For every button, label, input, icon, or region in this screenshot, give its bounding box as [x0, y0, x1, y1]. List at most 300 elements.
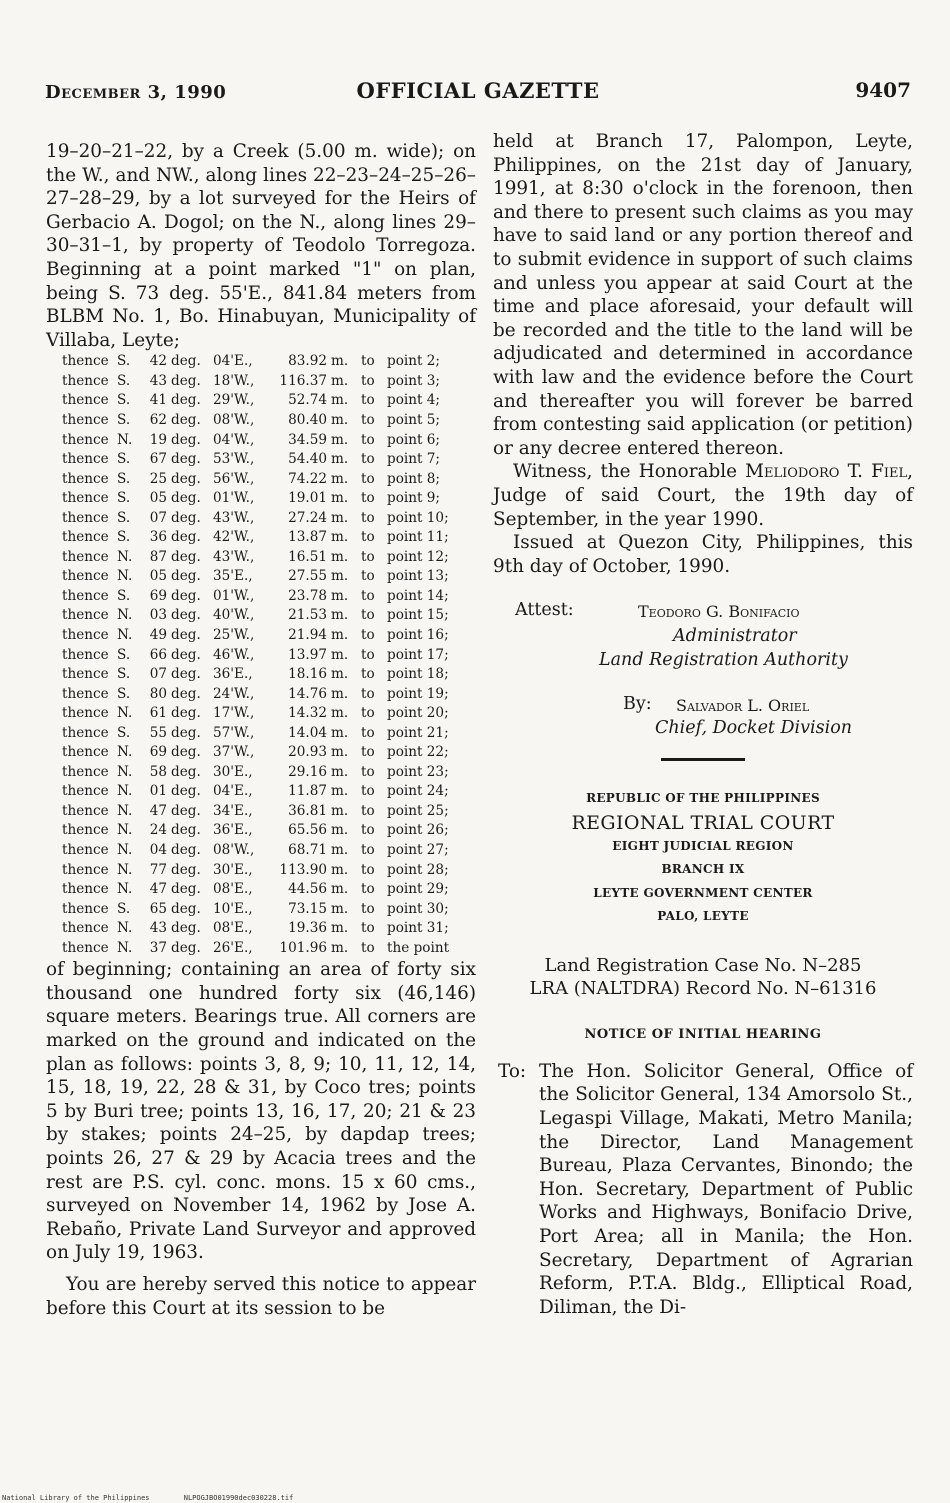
bearing-cell: thence — [62, 411, 109, 428]
bearing-cell: 83.92 — [288, 353, 327, 370]
bearing-cell: deg. — [171, 353, 201, 370]
bearing-list — [62, 352, 476, 958]
bearing-cell: 17'W., — [213, 705, 255, 722]
bearing-cell: m. — [331, 900, 349, 917]
bearing-row — [62, 900, 476, 920]
bearing-cell: the point — [387, 939, 450, 956]
bearing-cell: N. — [117, 822, 133, 839]
bearing-cell: to — [361, 587, 375, 604]
bearing-cell: deg. — [171, 842, 201, 859]
court-center: LEYTE GOVERNMENT CENTER — [593, 885, 813, 900]
bearing-cell: 04'E., — [213, 783, 253, 800]
bearing-cell: m. — [331, 470, 349, 487]
bearing-cell: thence — [62, 939, 109, 956]
bearing-cell: 80.40 — [288, 411, 327, 428]
bearing-cell: point 9; — [387, 490, 441, 507]
bearing-cell: 43'W., — [213, 548, 255, 565]
bearing-cell: thence — [62, 783, 109, 800]
bearing-cell: 43 — [149, 372, 167, 389]
bearing-row — [62, 704, 476, 724]
footer-source: National Library of the Philippines — [2, 1494, 150, 1502]
bearing-cell: point 19; — [387, 685, 449, 702]
bearing-row — [62, 821, 476, 841]
case-number: Land Registration Case No. N–285 — [544, 954, 862, 976]
bearing-cell: deg. — [171, 861, 201, 878]
bearing-cell: S. — [117, 509, 131, 526]
bearing-row — [62, 665, 476, 685]
bearing-cell: 24'W., — [213, 685, 255, 702]
bearing-cell: 57'W., — [213, 724, 255, 741]
bearing-cell: 01'W., — [213, 490, 255, 507]
bearing-cell: deg. — [171, 451, 201, 468]
bearing-cell: m. — [331, 392, 349, 409]
bearing-cell: 34'E., — [213, 802, 253, 819]
bearing-cell: m. — [331, 705, 349, 722]
bearing-cell: point 4; — [387, 392, 441, 409]
bearing-cell: thence — [62, 372, 109, 389]
bearing-cell: to — [361, 802, 375, 819]
bearing-cell: 44.56 — [288, 881, 327, 898]
bearing-cell: S. — [117, 392, 131, 409]
bearing-cell: m. — [331, 666, 349, 683]
bearing-cell: 58 — [149, 763, 167, 780]
bearing-cell: m. — [331, 529, 349, 546]
bearing-cell: N. — [117, 627, 133, 643]
bearing-row — [62, 880, 476, 900]
bearing-cell: deg. — [171, 529, 201, 546]
bearing-cell: point 16; — [387, 627, 449, 643]
bearing-cell: 46'W., — [213, 646, 255, 663]
bearing-cell: point 6; — [387, 431, 441, 448]
bearing-cell: m. — [331, 822, 349, 839]
bearing-cell: 14.32 — [288, 705, 327, 722]
bearing-cell: thence — [62, 822, 109, 839]
bearing-row — [62, 919, 476, 939]
bearing-cell: thence — [62, 470, 109, 487]
bearing-cell: to — [361, 451, 375, 468]
bearing-cell: m. — [331, 587, 349, 604]
bearing-cell: thence — [62, 587, 109, 604]
bearing-cell: to — [361, 744, 375, 761]
bearing-cell: point 13; — [387, 568, 449, 585]
bearing-cell: 36 — [149, 529, 167, 546]
bearing-row — [62, 724, 476, 744]
bearing-cell: to — [361, 822, 375, 839]
bearing-cell: thence — [62, 431, 109, 448]
bearing-cell: deg. — [171, 587, 201, 604]
bearing-cell: 25'W., — [213, 627, 255, 643]
bearing-cell: 37 — [149, 939, 167, 956]
bearing-cell: thence — [62, 529, 109, 546]
bearing-cell: deg. — [171, 881, 201, 898]
bearing-cell: point 14; — [387, 587, 449, 604]
court-region: EIGHT JUDICIAL REGION — [612, 838, 794, 853]
bearing-cell: N. — [117, 548, 133, 565]
bearing-row — [62, 646, 476, 666]
section-divider — [661, 758, 745, 761]
bearing-cell: to — [361, 783, 375, 800]
bearing-cell: N. — [117, 705, 133, 722]
bearing-cell: 05 — [149, 568, 167, 585]
bearing-cell: m. — [331, 861, 349, 878]
bearing-cell: m. — [331, 881, 349, 898]
bearing-cell: point 29; — [387, 881, 449, 898]
bearing-cell: thence — [62, 646, 109, 663]
bearing-cell: 04'E., — [213, 353, 253, 370]
bearing-cell: 08'E., — [213, 920, 253, 937]
bearing-cell: S. — [117, 900, 131, 917]
bearing-cell: thence — [62, 685, 109, 702]
bearing-cell: 11.87 — [288, 783, 327, 800]
bearing-cell: S. — [117, 353, 131, 370]
addressee-text: The Hon. Solicitor General, Office of the Solicitor General, 134 Amorsolo St., Legaspi Village, Makati, Metro Manila; the Director, Land Management Bureau, Plaza Cervantes, Binondo; the Hon. Secretary, Department of Public Works and Highways, Bonifacio Drive, Port Area; all in Manila; the Hon. Secretary, Department of Agrarian Reform, P.T.A. Bldg., Elliptical Road, Diliman, the Di- — [539, 1060, 913, 1318]
bearing-cell: 08'E., — [213, 881, 253, 898]
bearing-cell: m. — [331, 763, 349, 780]
court-republic: REPUBLIC OF THE PHILIPPINES — [586, 791, 820, 806]
bearing-cell: 29'W., — [213, 392, 255, 409]
bearing-cell: 21.94 — [288, 627, 327, 643]
bearing-cell: 18'W., — [213, 372, 255, 389]
bearing-cell: to — [361, 705, 375, 722]
bearing-cell: m. — [331, 724, 349, 741]
bearing-row — [62, 470, 476, 490]
bearing-cell: deg. — [171, 392, 201, 409]
bearing-cell: m. — [331, 627, 349, 643]
bearing-cell: to — [361, 627, 375, 643]
bearing-cell: 36'E., — [213, 822, 253, 839]
case-numbers — [493, 954, 913, 1001]
gazette-title: OFFICIAL GAZETTE — [356, 78, 600, 103]
bearing-cell: 55 — [149, 724, 167, 741]
bearing-cell: 14.76 — [288, 685, 327, 702]
bearing-cell: 04'W., — [213, 431, 255, 448]
bearing-cell: deg. — [171, 920, 201, 937]
bearing-cell: 36.81 — [288, 802, 327, 819]
court-name: REGIONAL TRIAL COURT — [571, 811, 835, 834]
bearing-cell: point 26; — [387, 822, 449, 839]
bearing-cell: 07 — [149, 509, 167, 526]
court-branch: BRANCH IX — [661, 862, 745, 877]
bearing-cell: to — [361, 568, 375, 585]
bearing-cell: N. — [117, 568, 133, 585]
bearing-cell: deg. — [171, 607, 201, 624]
bearing-cell: thence — [62, 881, 109, 898]
bearing-cell: to — [361, 392, 375, 409]
bearing-cell: point 23; — [387, 763, 449, 780]
bearing-cell: 30'E., — [213, 861, 253, 878]
bearing-cell: m. — [331, 646, 349, 663]
bearing-row — [62, 352, 476, 372]
bearing-cell: point 17; — [387, 646, 449, 663]
bearing-cell: m. — [331, 353, 349, 370]
bearing-row — [62, 548, 476, 568]
bearing-cell: to — [361, 431, 375, 448]
bearing-cell: thence — [62, 627, 109, 643]
bearing-cell: to — [361, 900, 375, 917]
left-column — [46, 140, 476, 1320]
bearing-cell: point 21; — [387, 724, 449, 741]
bearing-cell: S. — [117, 587, 131, 604]
bearing-cell: 23.78 — [288, 587, 327, 604]
bearing-cell: m. — [331, 685, 349, 702]
bearing-cell: m. — [331, 783, 349, 800]
bearing-cell: point 22; — [387, 744, 449, 761]
bearing-cell: point 12; — [387, 548, 449, 565]
bearing-cell: deg. — [171, 724, 201, 741]
bearing-cell: to — [361, 763, 375, 780]
bearing-cell: to — [361, 470, 375, 487]
bearing-row — [62, 939, 476, 959]
issue-date: December 3, 1990 — [45, 82, 227, 103]
bearing-cell: 62 — [149, 411, 167, 428]
bearing-cell: 69 — [149, 587, 167, 604]
addressee-block — [493, 1060, 913, 1320]
bearing-cell: 24 — [149, 822, 167, 839]
bearing-cell: point 25; — [387, 802, 449, 819]
bearing-cell: S. — [117, 372, 131, 389]
bearing-cell: m. — [331, 490, 349, 507]
bearing-cell: to — [361, 666, 375, 683]
bearing-cell: deg. — [171, 705, 201, 722]
bearing-cell: 52.74 — [288, 392, 327, 409]
attest-label: Attest: — [515, 600, 574, 621]
bearing-cell: deg. — [171, 802, 201, 819]
bearing-cell: m. — [331, 431, 349, 448]
witness-paragraph: Witness, the Honorable Meliodoro T. Fiel, Judge of said Court, the 19th day of September, in the year 1990. — [493, 461, 914, 530]
bearing-cell: S. — [117, 529, 131, 546]
bearing-cell: to — [361, 861, 375, 878]
bearing-cell: m. — [331, 920, 349, 937]
bearing-cell: S. — [117, 451, 131, 468]
court-heading — [493, 787, 913, 929]
bearing-cell: 116.37 — [279, 372, 327, 389]
bearing-cell: 61 — [149, 705, 167, 722]
bearing-row — [62, 606, 476, 626]
bearing-cell: deg. — [171, 783, 201, 800]
judge-name: Meliodoro T. Fiel — [745, 461, 908, 483]
bearing-cell: 19 — [149, 431, 167, 448]
bearing-cell: 21.53 — [288, 607, 327, 624]
bearing-cell: thence — [62, 509, 109, 526]
bearing-cell: 113.90 — [279, 861, 327, 878]
bearing-cell: deg. — [171, 548, 201, 565]
bearing-cell: deg. — [171, 685, 201, 702]
bearing-cell: m. — [331, 607, 349, 624]
bearing-cell: point 2; — [387, 353, 441, 370]
bearing-cell: deg. — [171, 822, 201, 839]
bearing-row — [62, 372, 476, 392]
issued-paragraph: Issued at Quezon City, Philippines, this 9th day of October, 1990. — [493, 532, 913, 577]
bearing-cell: S. — [117, 666, 131, 683]
bearing-cell: point 27; — [387, 842, 449, 859]
bearing-cell: thence — [62, 900, 109, 917]
bearing-cell: point 10; — [387, 509, 449, 526]
bearing-cell: to — [361, 372, 375, 389]
bearing-cell: m. — [331, 802, 349, 819]
bearing-cell: deg. — [171, 763, 201, 780]
bearing-cell: 01'W., — [213, 587, 255, 604]
bearing-cell: 87 — [149, 548, 167, 565]
bearing-cell: 66 — [149, 646, 167, 663]
bearing-cell: 19.36 — [288, 920, 327, 937]
bearing-cell: deg. — [171, 431, 201, 448]
bearing-cell: point 11; — [387, 529, 449, 546]
bearing-row — [62, 743, 476, 763]
bearing-cell: deg. — [171, 939, 201, 956]
bearing-cell: S. — [117, 685, 131, 702]
bearing-cell: 08'W., — [213, 842, 255, 859]
bearing-row — [62, 841, 476, 861]
attest-name: Teodoro G. Bonifacio — [638, 602, 800, 622]
bearing-cell: N. — [117, 783, 133, 800]
bearing-cell: point 3; — [387, 372, 441, 389]
attestation-block — [493, 596, 913, 746]
bearing-cell: N. — [117, 842, 133, 859]
page-number: 9407 — [855, 78, 911, 102]
bearing-cell: 65.56 — [288, 822, 327, 839]
bearing-cell: 19.01 — [288, 490, 327, 507]
bearing-cell: 01 — [149, 783, 167, 800]
bearing-cell: 101.96 — [279, 939, 327, 956]
bearing-cell: thence — [62, 666, 109, 683]
bearing-row — [62, 431, 476, 451]
bearing-row — [62, 528, 476, 548]
bearing-cell: to — [361, 842, 375, 859]
bearing-cell: thence — [62, 548, 109, 565]
bearing-cell: thence — [62, 802, 109, 819]
bearing-cell: 29.16 — [288, 763, 327, 780]
bearing-cell: N. — [117, 744, 133, 761]
bearing-cell: deg. — [171, 666, 201, 683]
bearing-cell: 67 — [149, 451, 167, 468]
bearing-cell: 07 — [149, 666, 167, 683]
bearing-cell: 30'E., — [213, 763, 253, 780]
bearing-cell: 49 — [149, 627, 167, 643]
bearing-cell: 53'W., — [213, 451, 255, 468]
bearing-cell: thence — [62, 490, 109, 507]
bearing-cell: 74.22 — [288, 470, 327, 487]
bearing-cell: to — [361, 685, 375, 702]
bearing-cell: 14.04 — [288, 724, 327, 741]
bearing-row — [62, 861, 476, 881]
bearing-cell: 37'W., — [213, 744, 255, 761]
bearing-row — [62, 626, 476, 646]
bearing-cell: 47 — [149, 881, 167, 898]
bearing-cell: thence — [62, 861, 109, 878]
bearing-cell: m. — [331, 411, 349, 428]
bearing-cell: 41 — [149, 392, 167, 409]
bearing-cell: 35'E., — [213, 568, 253, 585]
by-name: Salvador L. Oriel — [676, 696, 810, 716]
bearing-row — [62, 763, 476, 783]
bearing-cell: 65 — [149, 900, 167, 917]
bearing-row — [62, 411, 476, 431]
to-label: To: — [498, 1060, 527, 1082]
bearing-cell: to — [361, 353, 375, 370]
bearing-cell: S. — [117, 411, 131, 428]
bearing-cell: 43 — [149, 920, 167, 937]
bearing-cell: 13.87 — [288, 529, 327, 546]
bearing-cell: 54.40 — [288, 451, 327, 468]
bearing-cell: point 7; — [387, 451, 441, 468]
bearing-cell: thence — [62, 568, 109, 585]
page-header — [45, 78, 911, 108]
bearing-row — [62, 782, 476, 802]
bearing-cell: deg. — [171, 744, 201, 761]
bearing-cell: to — [361, 646, 375, 663]
scan-footer — [2, 1494, 323, 1502]
bearing-cell: 77 — [149, 861, 167, 878]
bearing-cell: 04 — [149, 842, 167, 859]
record-number: LRA (NALTDRA) Record No. N–61316 — [529, 978, 877, 1000]
technical-description-closing: of beginning; containing an area of forty six thousand one hundred forty six (46,146) square meters. Bearings true. All corners are marked on the ground and indicated on the plan as follows: points 3, 8, 9; 10, 11, 12, 14, 15, 18, 19, 22, 28 & 31, by Coco tres; points 5 by Buri tree; points 13, 16, 17, 20; 21 & 23 by stakes; points 24–25, by dapdap trees; points 26, 27 & 29 by Acacia trees and the rest are P.S. cyl. conc. mons. 15 x 60 cms., surveyed on November 14, 1962 by Jose A. Rebaño, Private Land Surveyor and approved on July 19, 1963. — [46, 959, 476, 1264]
bearing-cell: 42'W., — [213, 529, 255, 546]
by-role: Chief, Docket Division — [655, 718, 853, 739]
bearing-cell: point 31; — [387, 920, 449, 937]
bearing-cell: point 15; — [387, 607, 449, 624]
bearing-cell: m. — [331, 451, 349, 468]
bearing-cell: 34.59 — [288, 431, 327, 448]
bearing-row — [62, 450, 476, 470]
bearing-cell: 13.97 — [288, 646, 327, 663]
bearing-cell: 43'W., — [213, 509, 255, 526]
bearing-cell: thence — [62, 607, 109, 624]
bearing-cell: thence — [62, 920, 109, 937]
bearing-cell: deg. — [171, 646, 201, 663]
bearing-cell: 68.71 — [288, 842, 327, 859]
right-column — [493, 130, 913, 1319]
bearing-cell: deg. — [171, 568, 201, 585]
bearing-cell: N. — [117, 802, 133, 819]
bearing-cell: to — [361, 529, 375, 546]
bearing-cell: to — [361, 509, 375, 526]
bearing-cell: thence — [62, 353, 109, 370]
bearing-cell: S. — [117, 724, 131, 741]
bearing-cell: N. — [117, 607, 133, 624]
bearing-row — [62, 587, 476, 607]
bearing-cell: deg. — [171, 470, 201, 487]
bearing-cell: 18.16 — [288, 666, 327, 683]
bearing-cell: point 30; — [387, 900, 449, 917]
bearing-cell: 80 — [149, 685, 167, 702]
bearing-cell: point 5; — [387, 411, 441, 428]
bearing-cell: 27.24 — [288, 509, 327, 526]
bearing-cell: thence — [62, 744, 109, 761]
bearing-cell: 40'W., — [213, 607, 255, 624]
attest-role: Administrator — [673, 626, 797, 647]
bearing-cell: 25 — [149, 470, 167, 487]
technical-description-intro: 19–20–21–22, by a Creek (5.00 m. wide); on the W., and NW., along lines 22–23–24–25–26–27–28–29, by a lot surveyed for the Heirs of Gerbacio A. Dogol; on the N., along lines 29–30–31–1, by property of Teodolo Torregoza. Beginning at a point marked "1" on plan, being S. 73 deg. 55'E., 841.84 meters from BLBM No. 1, Bo. Hinabuyan, Municipality of Villaba, Leyte; — [46, 141, 476, 351]
bearing-cell: m. — [331, 548, 349, 565]
bearing-cell: N. — [117, 881, 133, 898]
bearing-cell: m. — [331, 939, 349, 956]
bearing-cell: deg. — [171, 490, 201, 507]
bearing-cell: thence — [62, 392, 109, 409]
bearing-cell: 26'E., — [213, 939, 253, 956]
bearing-cell: to — [361, 724, 375, 741]
bearing-row — [62, 567, 476, 587]
bearing-cell: deg. — [171, 411, 201, 428]
bearing-cell: 08'W., — [213, 411, 255, 428]
bearing-cell: to — [361, 548, 375, 565]
bearing-cell: 27.55 — [288, 568, 327, 585]
bearing-cell: 10'E., — [213, 900, 253, 917]
bearing-cell: 20.93 — [288, 744, 327, 761]
bearing-cell: m. — [331, 744, 349, 761]
bearing-cell: to — [361, 881, 375, 898]
served-paragraph: You are hereby served this notice to appear before this Court at its session to be — [46, 1274, 476, 1319]
bearing-cell: 69 — [149, 744, 167, 761]
